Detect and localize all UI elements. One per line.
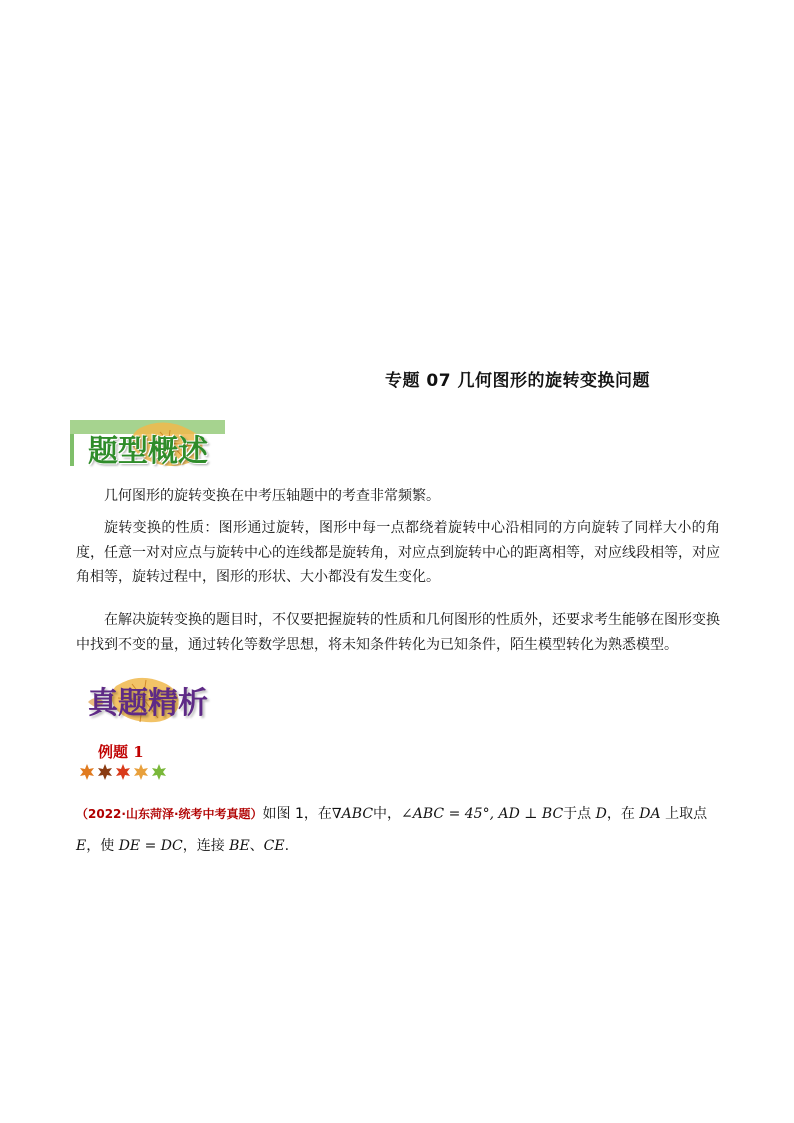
math-point-e: E bbox=[76, 838, 87, 854]
document-title: 专题 07 几何图形的旋转变换问题 bbox=[385, 371, 650, 391]
problem-text-part: ，使 bbox=[86, 838, 119, 854]
problem-text-part: ，连接 bbox=[182, 838, 230, 854]
intro-paragraph: 在解决旋转变换的题目时，不仅要把握旋转的性质和几何图形的性质外，还要求考生能够在图形变换中找到不变的量，通过转化等数学思想，将未知条件转化为已知条件，陌生模型转化为熟悉模型。 bbox=[76, 612, 720, 653]
maple-leaves-icon bbox=[78, 763, 170, 781]
problem-source: （2022·山东菏泽·统考中考真题） bbox=[76, 807, 263, 821]
section-banner-overview bbox=[70, 418, 228, 470]
section-banner-analysis bbox=[82, 672, 234, 724]
problem-text-part: . bbox=[284, 838, 290, 854]
example-label: 例题 1 bbox=[98, 743, 144, 761]
section-heading-analysis: 真题精析 bbox=[88, 686, 208, 721]
math-de-equals-dc: DE = DC bbox=[118, 838, 183, 854]
math-triangle-abc: ∇ABC bbox=[331, 806, 374, 822]
problem-text-part: 如图 1，在 bbox=[262, 806, 332, 822]
example-marker bbox=[78, 741, 174, 781]
section-heading-overview: 题型概述 bbox=[88, 434, 208, 469]
intro-paragraph: 几何图形的旋转变换在中考压轴题中的考查非常频繁。 bbox=[104, 488, 440, 504]
math-segment-be: BE bbox=[229, 838, 250, 854]
problem-text-part: 、 bbox=[249, 838, 264, 854]
problem-text-part: 上取点 bbox=[660, 806, 708, 822]
intro-paragraph: 旋转变换的性质：图形通过旋转，图形中每一点都绕着旋转中心沿相同的方向旋转了同样大小的角度，任意一对对应点与旋转中心的连线都是旋转角，对应点到旋转中心的距离相等，对应线段相等，对应角相等，旋转过程中，图形的形状、大小都没有发生变化。 bbox=[76, 520, 720, 585]
math-segment-ce: CE bbox=[263, 838, 285, 854]
problem-text-part: 于点 bbox=[563, 806, 596, 822]
problem-text bbox=[76, 798, 724, 862]
math-angle-condition: ∠ABC = 45°, AD ⊥ BC bbox=[401, 806, 564, 822]
problem-text-part: 中， bbox=[373, 806, 402, 822]
math-point-d: D bbox=[595, 806, 607, 822]
math-segment-da: DA bbox=[639, 806, 661, 822]
problem-text-part: ，在 bbox=[606, 806, 640, 822]
